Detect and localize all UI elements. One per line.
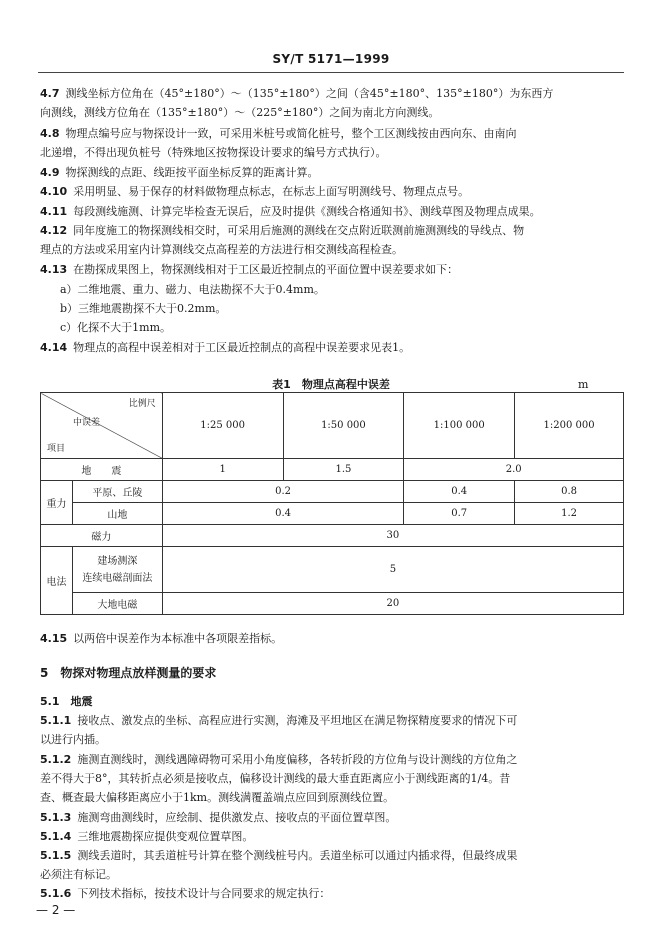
list-item-b: b）三维地震勘探不大于0.2mm。 bbox=[60, 302, 227, 315]
paragraph-text: 理点的方法或采用室内计算测线交点高程差的方法进行相交测线高程检查。 bbox=[40, 243, 403, 256]
scale-header: 1:200 000 bbox=[515, 393, 624, 459]
table-header-row bbox=[41, 393, 624, 459]
clause-number: 5.1.4 bbox=[40, 830, 72, 843]
paragraph-text: 北递增，不得出现负桩号（特殊地区按物探设计要求的编号方式执行）。 bbox=[40, 146, 387, 159]
paragraph-text: 测线坐标方位角在（45°±180°）～（135°±180°）之间（含45°±180°、135°±180°）为东西方 bbox=[65, 87, 554, 100]
table-cell: 0.4 bbox=[162, 503, 404, 525]
paragraph-4-10 bbox=[40, 182, 626, 201]
clause-number: 5.1.3 bbox=[40, 811, 72, 824]
row-label: 地 震 bbox=[41, 459, 163, 481]
clause-number: 5.1.6 bbox=[40, 887, 72, 900]
paragraph-text: 查、概查最大偏移距离应小于1km。测线满覆盖端点应回到原测线位置。 bbox=[40, 791, 395, 804]
table-cell: 1.5 bbox=[283, 459, 404, 481]
corner-item-label: 项目 bbox=[47, 444, 66, 454]
paragraph-text: 以两倍中误差作为本标准中各项限差指标。 bbox=[73, 632, 283, 645]
paragraph-text: 接收点、激发点的坐标、高程应进行实测，海滩及平坦地区在满足物探精度要求的情况下可 bbox=[77, 714, 518, 727]
paragraph-5-1-4 bbox=[40, 827, 626, 846]
clause-number: 5.1.1 bbox=[40, 714, 72, 727]
paragraph-4-7 bbox=[40, 84, 626, 122]
clause-number: 5.1.2 bbox=[40, 753, 72, 766]
table-cell: 30 bbox=[162, 525, 623, 547]
paragraph-text: 必须注有标记。 bbox=[40, 868, 117, 881]
paragraph-4-11 bbox=[40, 202, 626, 221]
table-row-electric-sounding bbox=[41, 547, 624, 593]
table-row-seismic bbox=[41, 459, 624, 481]
paragraph-text: 测线丢道时，其丢道桩号计算在整个测线桩号内。丢道坐标可以通过内插求得，但最终成果 bbox=[77, 849, 518, 862]
table-row-magnetotelluric bbox=[41, 593, 624, 615]
table-cell: 1.2 bbox=[515, 503, 624, 525]
section-5-title: 5 物探对物理点放样测量的要求 bbox=[40, 666, 217, 680]
paragraph-4-8 bbox=[40, 124, 626, 162]
row-label: 磁力 bbox=[41, 525, 163, 547]
paragraph-4-9 bbox=[40, 163, 626, 182]
paragraph-text: 施测直测线时，测线遇障碍物可采用小角度偏移，各转折段的方位角与设计测线的方位角之 bbox=[77, 753, 518, 766]
paragraph-text: 物探测线的点距、线距按平面坐标反算的距离计算。 bbox=[65, 166, 319, 179]
table-cell: 2.0 bbox=[404, 459, 624, 481]
table-row-gravity-plain bbox=[41, 481, 624, 503]
paragraph-text: 物理点的高程中误差相对于工区最近控制点的高程中误差要求见表1。 bbox=[73, 341, 411, 354]
paragraph-text: 同年度施工的物探测线相交时，可采用后施测的测线在交点附近联测前施测测线的导线点、物 bbox=[73, 224, 525, 237]
clause-number: 4.15 bbox=[40, 632, 68, 645]
table-elevation-error bbox=[40, 392, 624, 615]
table-cell: 0.4 bbox=[404, 481, 515, 503]
clause-number: 4.14 bbox=[40, 341, 68, 354]
paragraph-4-12 bbox=[40, 221, 626, 259]
paragraph-text: 采用明显、易于保存的材料做物理点标志，在标志上面写明测线号、物理点点号。 bbox=[73, 185, 470, 198]
row-label: 大地电磁 bbox=[72, 593, 162, 615]
paragraph-5-1-2 bbox=[40, 750, 626, 807]
paragraph-text: 在勘探成果图上，物探测线相对于工区最近控制点的平面位置中误差要求如下： bbox=[73, 263, 459, 276]
paragraph-5-1-3 bbox=[40, 808, 626, 827]
paragraph-text: 物理点编号应与物探设计一致，可采用米桩号或简化桩号，整个工区测线按由西向东、由南向 bbox=[65, 127, 517, 140]
table-caption: 表1 物理点高程中误差 bbox=[272, 378, 390, 391]
clause-number: 4.12 bbox=[40, 224, 68, 237]
clause-number: 4.7 bbox=[40, 87, 60, 100]
paragraph-text: 施测弯曲测线时，应绘制、提供激发点、接收点的平面位置草图。 bbox=[77, 811, 397, 824]
table-corner-cell bbox=[41, 393, 163, 459]
table-unit: m bbox=[578, 378, 589, 391]
section-5-1-title: 5.1 地震 bbox=[40, 695, 93, 708]
paragraph-text: 三维地震勘探应提供变观位置草图。 bbox=[77, 830, 254, 843]
table-row-magnetic bbox=[41, 525, 624, 547]
paragraph-5-1-5 bbox=[40, 846, 626, 884]
scale-header: 1:25 000 bbox=[162, 393, 283, 459]
corner-scale-label: 比例尺 bbox=[128, 399, 156, 409]
paragraph-text: 每段测线施测、计算完毕检查无误后，应及时提供《测线合格通知书》、测线草图及物理点成果。 bbox=[73, 205, 541, 218]
clause-number: 4.9 bbox=[40, 166, 60, 179]
paragraph-text: 下列技术指标，按技术设计与合同要求的规定执行： bbox=[77, 887, 331, 900]
group-label-electric: 电法 bbox=[41, 547, 73, 615]
paragraph-4-13 bbox=[40, 260, 626, 279]
clause-number: 4.13 bbox=[40, 263, 68, 276]
paragraph-4-14 bbox=[40, 338, 626, 357]
paragraph-text: 差不得大于8°，其转折点必须是接收点，偏移设计测线的最大垂直距离应小于测线距离的1/4。昔 bbox=[40, 772, 511, 785]
paragraph-text: 以进行内插。 bbox=[40, 733, 106, 746]
paragraph-4-15 bbox=[40, 629, 626, 648]
clause-number: 4.10 bbox=[40, 185, 68, 198]
row-label: 山地 bbox=[72, 503, 162, 525]
table-cell: 0.7 bbox=[404, 503, 515, 525]
row-label bbox=[72, 547, 162, 593]
table-cell: 20 bbox=[162, 593, 623, 615]
clause-number: 5.1.5 bbox=[40, 849, 72, 862]
corner-error-label: 中误差 bbox=[73, 418, 101, 428]
row-label-line: 建场测深 bbox=[97, 555, 138, 567]
paragraph-5-1-1 bbox=[40, 711, 626, 749]
table-cell: 5 bbox=[162, 547, 623, 593]
scale-header: 1:100 000 bbox=[404, 393, 515, 459]
row-label: 平原、丘陵 bbox=[72, 481, 162, 503]
row-label-line: 连续电磁剖面法 bbox=[82, 572, 153, 584]
list-item-a: a）二维地震、重力、磁力、电法勘探不大于0.4mm。 bbox=[60, 283, 325, 296]
paragraph-text: 向测线，测线方位角在（135°±180°）～（225°±180°）之间为南北方向测线。 bbox=[40, 106, 440, 119]
clause-number: 4.8 bbox=[40, 127, 60, 140]
paragraph-5-1-6 bbox=[40, 884, 626, 903]
table-cell: 0.8 bbox=[515, 481, 624, 503]
page-header: SY/T 5171—1999 bbox=[272, 52, 390, 66]
page-number: — 2 — bbox=[36, 903, 76, 917]
scale-header: 1:50 000 bbox=[283, 393, 404, 459]
list-item-c: c）化探不大于1mm。 bbox=[60, 321, 172, 334]
clause-number: 4.11 bbox=[40, 205, 68, 218]
table-cell: 0.2 bbox=[162, 481, 404, 503]
header-rule bbox=[38, 72, 624, 73]
group-label-gravity: 重力 bbox=[41, 481, 73, 525]
table-row-gravity-mountain bbox=[41, 503, 624, 525]
table-cell: 1 bbox=[162, 459, 283, 481]
